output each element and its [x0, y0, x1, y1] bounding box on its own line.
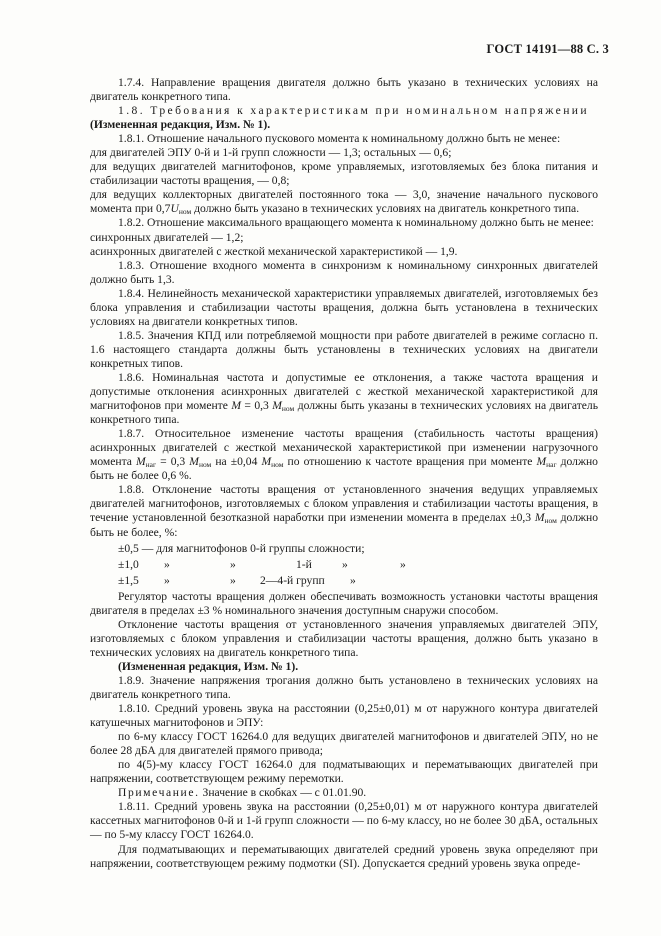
paragraph-1-8-3: 1.8.3. Отношение входного момента в синхронизм к номинальному синхронных двигателей должно быть 1,3.: [90, 258, 598, 286]
note-text: Значение в скобках — с 01.01.90.: [199, 786, 367, 800]
paragraph-1-8-8: 1.8.8. Отклонение частоты вращения от установленного значения ведущих управляемых двигателей магнитофонов, изготовляемых с блоком управления и стабилизации частоты вращения, в течение установленной безотказной наработки при изменении момента в пределах ±0,3 $M_{ном}$ должно быть не более, %:: [90, 483, 598, 539]
ditto-mark: »: [230, 573, 236, 587]
paragraph-epu-deviation: Отклонение частоты вращения от установленного значения управляемых двигателей ЭПУ, изготовляемых с блоком управления и стабилизации частоты вращения, должно быть указано в технических условиях на двигатель конкретного типа.: [90, 617, 598, 659]
list-item-class-6: по 6-му классу ГОСТ 16264.0 для ведущих двигателей магнитофонов и двигателей ЭПУ, но не более 28 дБА для двигателей прямого привода;: [90, 730, 598, 758]
tolerance-value: ±1,0: [118, 557, 139, 571]
paragraph-rewind-motors: Для подматывающих и перематывающих двигателей средний уровень звука определяют при напряжении, соответствующем режиму подмотки (SI). Допускается средний уровень звука опреде-: [90, 842, 598, 870]
paragraph-1-8-10: 1.8.10. Средний уровень звука на расстоянии (0,25±0,01) м от наружного контура двигателей катушечных магнитофонов и ЭПУ:: [90, 702, 598, 730]
section-heading-1-8: [90, 104, 598, 118]
note: [90, 786, 598, 800]
section-heading-text: 1.8. Требования к характеристикам при номинальном напряжении: [118, 104, 590, 118]
paragraph-1-8-2: 1.8.2. Отношение максимального вращающего момента к номинальному должно быть не менее:: [118, 216, 594, 230]
ditto-mark: »: [230, 557, 236, 571]
note-label: Примечание.: [118, 786, 200, 800]
list-item-epu: для двигателей ЭПУ 0-й и 1-й групп сложности — 1,3; остальных — 0,6;: [90, 146, 452, 160]
tolerance-value: ±1,5: [118, 573, 139, 587]
list-item-tape-motors: для ведущих двигателей магнитофонов, кроме управляемых, изготовляемых без блока питания и стабилизации частоты вращения, — 0,8;: [90, 160, 598, 188]
tolerance-row-1: ±0,5 — для магнитофонов 0-й группы сложности;: [118, 541, 365, 555]
ditto-mark: »: [164, 573, 170, 587]
group-label: 2—4-й групп: [260, 573, 325, 587]
document-body: [90, 76, 598, 871]
ditto-mark: »: [164, 557, 170, 571]
list-item-collector-motors: для ведущих коллекторных двигателей постоянного тока — 3,0, значение начального пускового момента при $0,7U_{ном}$ должно быть указано в технических условиях на двигатель конкретного типа.: [90, 188, 598, 217]
paragraph-speed-regulator: Регулятор частоты вращения должен обеспечивать возможность установки частоты вращения двигателя в пределах ±3 % номинального значения доступным снаружи способом.: [90, 589, 598, 617]
amendment-note: (Измененная редакция, Изм. № 1).: [118, 659, 299, 673]
page-header: ГОСТ 14191—88 С. 3: [486, 42, 609, 56]
paragraph-1-8-11: 1.8.11. Средний уровень звука на расстоянии (0,25±0,01) м от наружного контура двигателей кассетных магнитофонов 0-й и 1-й групп сложности — по 6-му классу, но не более 30 дБА, остальных — по 5-му классу ГОСТ 16264.0.: [90, 800, 598, 842]
list-item-sync-motors: синхронных двигателей — 1,2;: [90, 230, 244, 244]
paragraph-1-8-7: 1.8.7. Относительное изменение частоты вращения (стабильность частоты вращения) асинхронных двигателей с жесткой механической характеристикой при изменении нагрузочного момента $M_{наг} = 0,3$ $M_{ном}$ на ±0,04 $M_{ном}$ по отношению к частоте вращения при моменте $M_{наг}$ должно быть не более 0,6 %.: [90, 427, 598, 483]
paragraph-1-8-4: 1.8.4. Нелинейность механической характеристики управляемых двигателей, изготовляемых без блока управления и стабилизации частоты вращения, должна быть установлена в технических условиях на двигатели конкретных типов.: [90, 286, 598, 328]
amendment-note: (Измененная редакция, Изм. № 1).: [90, 118, 271, 132]
tolerance-row-3: [90, 574, 598, 588]
ditto-mark: »: [342, 557, 348, 571]
paragraph-1-8-1: 1.8.1. Отношение начального пускового момента к номинальному должно быть не менее:: [118, 132, 561, 146]
ditto-mark: »: [400, 557, 406, 571]
paragraph-1-7-4: 1.7.4. Направление вращения двигателя должно быть указано в технических условиях на двигатель конкретного типа.: [90, 76, 598, 104]
paragraph-1-8-5: 1.8.5. Значения КПД или потребляемой мощности при работе двигателей в режиме согласно п. 1.6 настоящего стандарта должны быть установлены в технических условиях на двигатели конкретных типов.: [90, 328, 598, 370]
paragraph-1-8-6: 1.8.6. Номинальная частота и допустимые ее отклонения, а также частота вращения и допустимые отклонения асинхронных двигателей с жесткой механической характеристикой для магнитофонов при моменте M = 0,3 $M_{ном}$ должны быть указаны в технических условиях на двигатель конкретного типа.: [90, 370, 598, 427]
paragraph-1-8-9: 1.8.9. Значение напряжения трогания должно быть установлено в технических условиях на двигатель конкретного типа.: [90, 673, 598, 702]
group-label: 1-й: [296, 557, 312, 571]
tolerance-row-2: [90, 558, 598, 572]
ditto-mark: »: [350, 573, 356, 587]
list-item-async-motors: асинхронных двигателей с жесткой механической характеристикой — 1,9.: [90, 244, 458, 258]
list-item-class-4-5: по 4(5)-му классу ГОСТ 16264.0 для подматывающих и перематывающих двигателей при напряжении, соответствующем режиму перемотки.: [90, 758, 598, 786]
